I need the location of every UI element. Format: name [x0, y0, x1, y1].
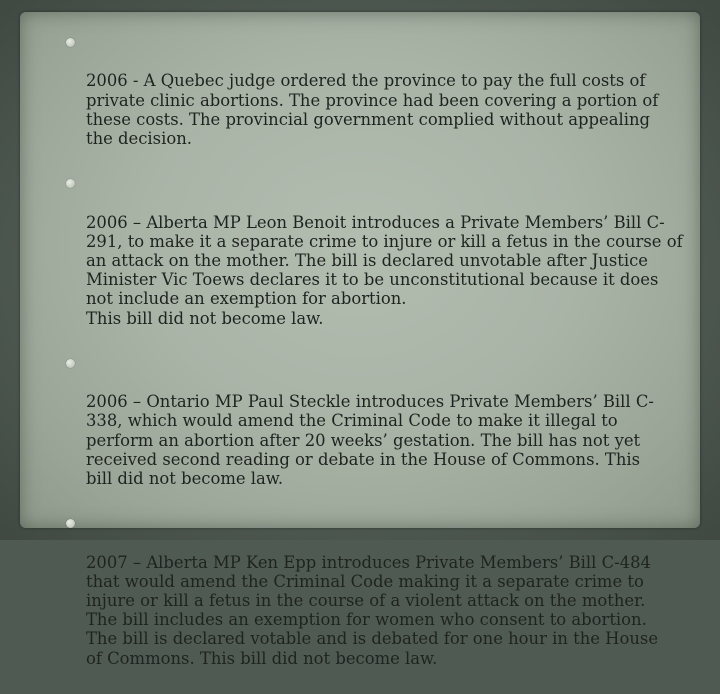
bullet-dot-icon: [66, 519, 75, 528]
bullet-text: 2006 – Alberta MP Leon Benoit introduces a Private Members’ Bill C- 291, to make it a separate crime to injure or kill a fetus in the course of an attack on the mother. The bill is declared unvotable after Justice Minister Vic Toews declares it to be unconstitutional because it does not include an exemption for abortion. This bill did not become law.: [86, 212, 683, 328]
bullet-dot-icon: [66, 179, 75, 188]
bullet-text: 2006 – Ontario MP Paul Steckle introduces Private Members’ Bill C- 338, which would amend the Criminal Code to make it illegal to perform an abortion after 20 weeks’ gestation. The bill has not yet received second reading or debate in the House of Commons. This bill did not become law.: [86, 392, 654, 489]
bullet-list: [64, 33, 696, 694]
bullet-text: 2006 - A Quebec judge ordered the province to pay the full costs of private clinic abortions. The province had been covering a portion of these costs. The provincial government complied without appealing the decision.: [86, 71, 659, 149]
slide-panel: [20, 12, 700, 668]
bullet-item-4: [64, 514, 696, 668]
bullet-item-2: [64, 174, 696, 328]
bullet-item-3: [64, 354, 696, 488]
bullet-dot-icon: [66, 38, 75, 47]
bullet-item-1: [64, 33, 696, 148]
bullet-dot-icon: [66, 359, 75, 368]
bullet-text: 2007 – Alberta MP Ken Epp introduces Private Members’ Bill C-484 that would amend the Criminal Code making it a separate crime to injure or kill a fetus in the course of a violent attack on the mother. The bill includes an exemption for women who consent to abortion. The bill is declared votable and is debated for one hour in the House of Commons. This bill did not become law.: [86, 552, 659, 668]
